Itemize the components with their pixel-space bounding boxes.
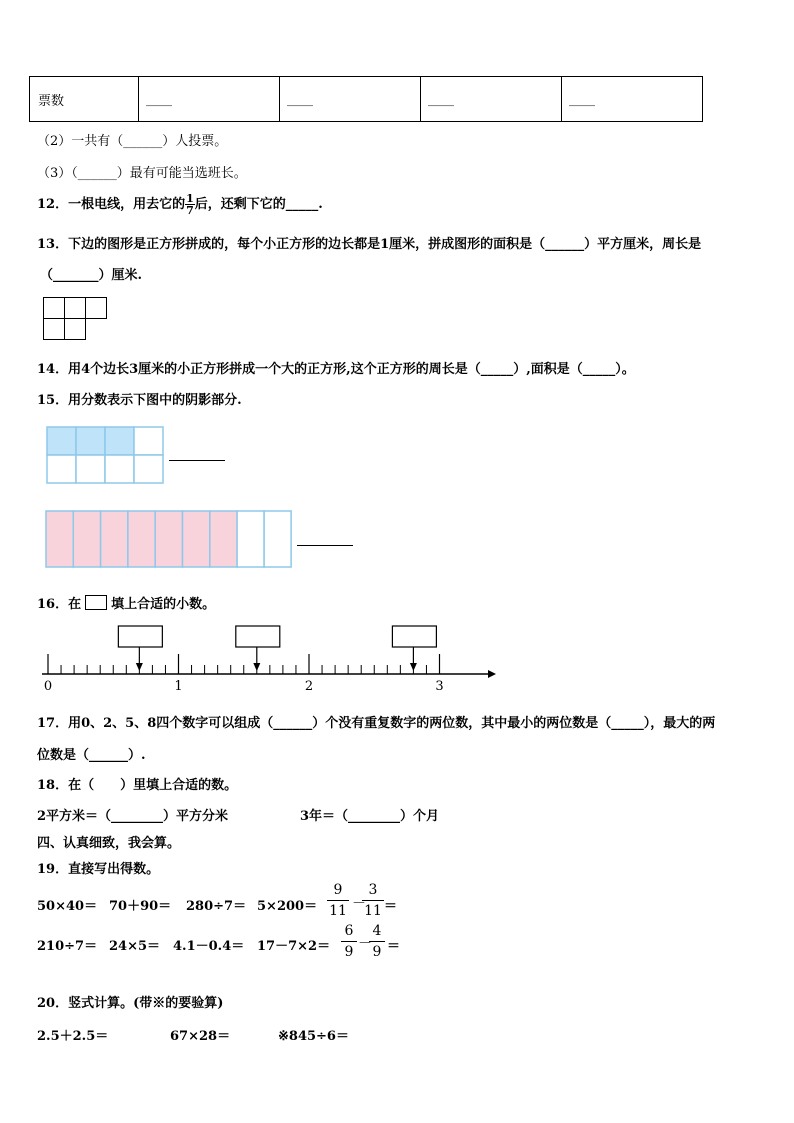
q12-frac-den: 7 [186,204,194,217]
shaded-cell [128,511,155,567]
q17-line1: 17．用0、2、5、8四个数字可以组成（______）个没有重复数字的两位数，其中最小的两位数是（_____），最大的两 [37,716,716,731]
shaded-grid-figure-1 [46,426,166,484]
pointer-arrow-icon [410,663,417,671]
blank-cell [76,455,105,483]
q19-r2-2: 24×5＝ [109,939,161,954]
q19-r2-frac-b [369,924,385,959]
section-4-heading: 四、认真细致，我会算。 [37,836,181,851]
pointer-arrow-icon [136,663,143,671]
q16-after: 填上合适的小数。 [111,597,216,612]
frac-den: 11 [327,900,349,918]
question-15: 15．用分数表示下图中的阴影部分. [37,393,242,408]
fig1-answer-line [169,460,225,461]
blank-cell [264,511,291,567]
vote-blank-4: ____ [562,77,703,122]
q11-part3: （3）（______）最有可能当选班长。 [37,166,247,181]
q19-r1-eq: ＝ [384,899,398,914]
table-row [30,77,703,122]
tick-label: 2 [304,679,314,694]
fig2-answer-line [297,545,353,546]
blank-cell [134,455,163,483]
q11-part2: （2）一共有（______）人投票。 [37,134,228,149]
q12-before: 12．一根电线，用去它的 [37,197,186,212]
frac-den: 9 [369,941,385,959]
q19-r2-frac-a [341,924,357,959]
shaded-cell [155,511,182,567]
vote-row-label: 票数 [30,77,139,122]
blank-cell [134,427,163,455]
q20-item-3: ※845÷6＝ [278,1029,349,1044]
question-20: 20．竖式计算。(带※的要验算) [37,996,224,1011]
square-grid-figure [42,296,108,342]
tick-label: 3 [435,679,444,694]
blank-cell [105,455,134,483]
blank-cell [237,511,264,567]
shaded-cell [76,427,105,455]
q13-line2: （_______）厘米. [40,268,143,283]
q17-line2: 位数是（______）. [37,748,146,763]
q19-r1-4: 5×200＝ [257,899,318,914]
shaded-cell [46,511,73,567]
q19-r2-3: 4.1－0.4＝ [173,939,245,954]
q19-r2-1: 210÷7＝ [37,939,98,954]
q19-r2-op: － [358,936,372,952]
frac-num: 3 [368,882,378,898]
tick-label: 0 [43,679,53,694]
axis-arrow-icon [488,670,496,678]
vote-blank-3: ____ [421,77,562,122]
shaded-cell [73,511,100,567]
q19-r1-2: 70＋90＝ [109,899,172,914]
answer-box [118,626,162,647]
question-14: 14．用4个边长3厘米的小正方形拼成一个大的正方形,这个正方形的周长是（_____）,面积是（_____）。 [37,362,635,377]
grid-square [44,319,65,340]
question-18: 18．在（ ）里填上合适的数。 [37,778,238,793]
tick-label: 1 [174,679,183,694]
q19-r2-eq: ＝ [387,939,401,954]
vote-table [29,76,703,122]
question-19: 19．直接写出得数。 [37,862,160,877]
q19-r1-frac-b [362,883,384,918]
shaded-cell [210,511,237,567]
q19-r1-3: 280÷7＝ [186,899,247,914]
vote-blank-1: ____ [139,77,280,122]
number-line [38,620,504,698]
frac-den: 11 [362,900,384,918]
frac-den: 9 [341,941,357,959]
answer-box [236,626,280,647]
q12-fraction [185,193,195,216]
grid-square [65,319,86,340]
q18-left: 2平方米＝（________）平方分米 [37,809,229,824]
shaded-cell [101,511,128,567]
grid-square [65,298,86,319]
q18-right: 3年＝（________）个月 [300,809,440,824]
shaded-cell [183,511,210,567]
frac-num: 9 [333,882,343,898]
shaded-cell [105,427,134,455]
grid-square [86,298,107,319]
grid-square [44,298,65,319]
q12-frac-num: 1 [186,192,194,205]
vote-blank-2: ____ [280,77,421,122]
q19-r2-4: 17－7×2＝ [257,939,331,954]
shaded-strip-figure-2 [45,510,293,568]
frac-num: 6 [344,923,354,939]
q20-item-2: 67×28＝ [170,1029,231,1044]
shaded-cell [47,427,76,455]
q20-item-1: 2.5＋2.5＝ [37,1029,109,1044]
q19-r1-op: － [352,896,366,912]
pointer-arrow-icon [253,663,260,671]
frac-num: 4 [372,923,382,939]
q16-before: 16．在 [37,597,82,612]
answer-box-icon [85,595,107,610]
q12-after: 后，还剩下它的_____. [194,197,323,212]
question-16 [37,593,215,612]
question-12 [37,190,323,220]
blank-cell [47,455,76,483]
answer-box [392,626,436,647]
q19-r1-1: 50×40＝ [37,899,98,914]
q13-line1: 13．下边的图形是正方形拼成的，每个小正方形的边长都是1厘米，拼成图形的面积是（______）平方厘米，周长是 [37,237,702,252]
q19-r1-frac-a [327,883,349,918]
